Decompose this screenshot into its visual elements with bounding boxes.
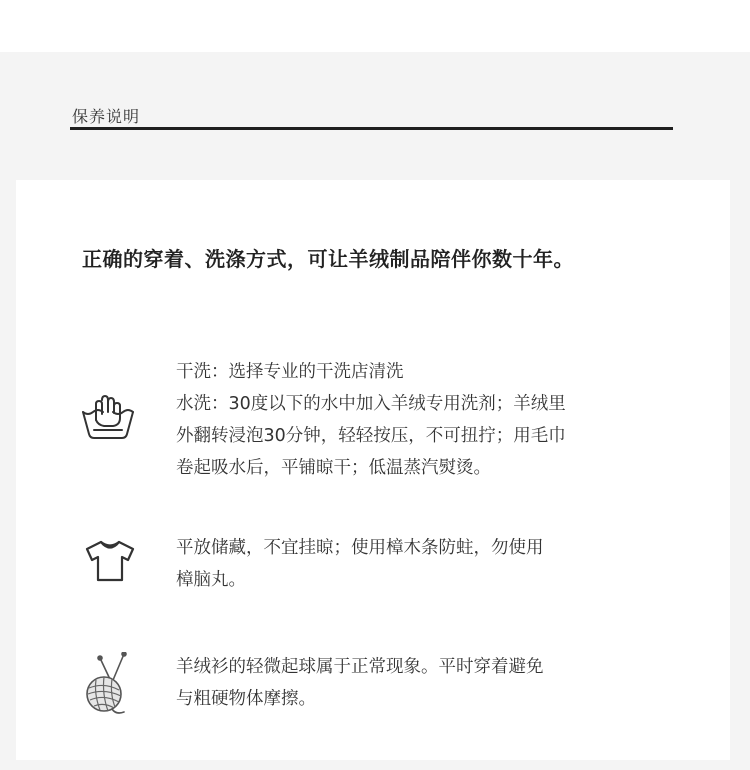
care-line: 干洗：选择专业的干洗店清洗 xyxy=(176,362,404,382)
care-line: 水洗：30度以下的水中加入羊绒专用洗剂；羊绒里 xyxy=(176,394,566,414)
top-band xyxy=(0,0,750,52)
intro-text: 正确的穿着、洗涤方式，可让羊绒制品陪伴你数十年。 xyxy=(82,247,574,271)
care-line: 平放储藏，不宜挂晾；使用樟木条防蛀，勿使用 xyxy=(176,538,544,558)
care-line: 与粗硬物体摩擦。 xyxy=(176,689,316,709)
care-line: 卷起吸水后，平铺晾干；低温蒸汽熨烫。 xyxy=(176,458,491,478)
title-divider xyxy=(70,127,673,130)
tshirt-icon xyxy=(84,539,136,583)
section-title: 保养说明 xyxy=(72,107,141,126)
hand-wash-icon xyxy=(80,390,136,442)
yarn-ball-icon xyxy=(82,652,138,718)
care-item-pilling xyxy=(176,651,544,715)
care-line: 樟脑丸。 xyxy=(176,570,246,590)
care-item-wash xyxy=(176,356,566,484)
care-line: 外翻转浸泡30分钟，轻轻按压，不可扭拧；用毛巾 xyxy=(176,426,566,446)
care-line: 羊绒衫的轻微起球属于正常现象。平时穿着避免 xyxy=(176,657,544,677)
care-item-storage xyxy=(176,532,544,596)
